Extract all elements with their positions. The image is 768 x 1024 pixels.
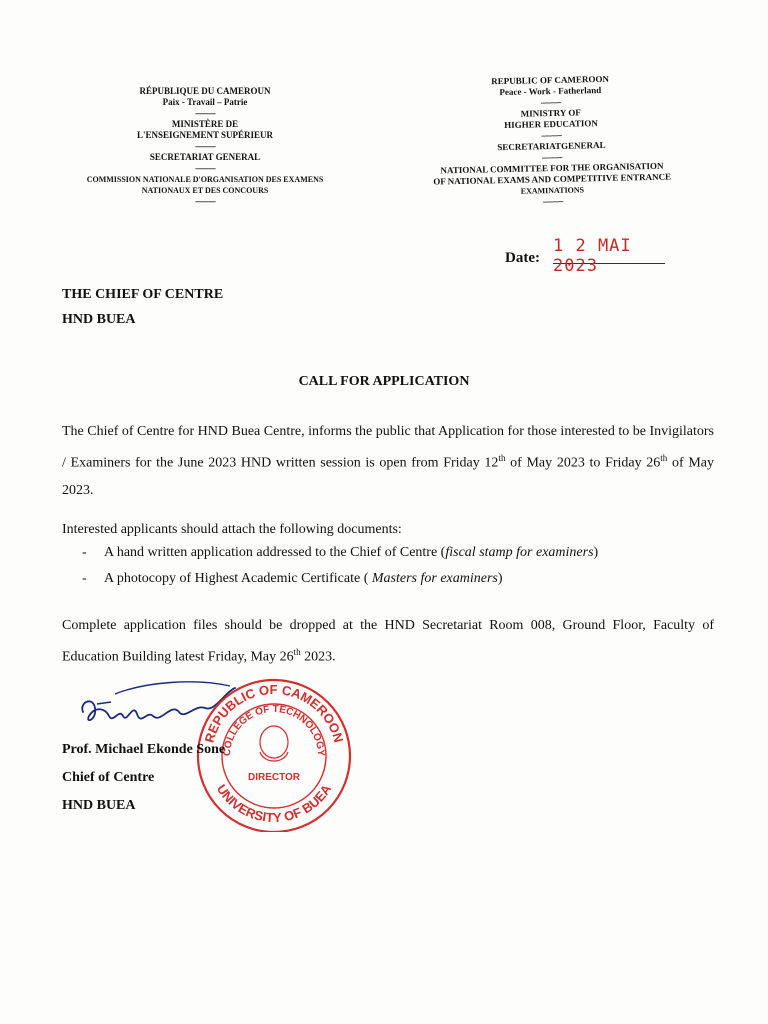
para1-text-b: of May 2023 to Friday 26 (505, 455, 661, 471)
motto-fr: Paix - Travail – Patrie (162, 97, 248, 107)
bullet-end: ) (497, 571, 503, 586)
separator: ---------- (541, 129, 562, 141)
para3-text-a: Complete application files should be dropped at the HND Secretariat Room 008, Ground Floor, Faculty of Education Building latest Friday, May 26 (62, 618, 714, 665)
addressee (62, 282, 223, 332)
stamp-outer-textpath: REPUBLIC OF CAMEROON (201, 682, 347, 745)
republic-fr: RÉPUBLIQUE DU CAMEROUN (139, 86, 271, 96)
header-right-english (410, 72, 693, 210)
ministry-en-1: MINISTRY OF (520, 107, 581, 119)
ministry-en-2: HIGHER EDUCATION (504, 118, 598, 131)
separator: ---------- (542, 195, 563, 207)
bullet-dash: - (82, 545, 87, 560)
list-item (82, 540, 598, 566)
committee-en-1: NATIONAL COMMITTEE FOR THE ORGANISATION (440, 160, 664, 176)
commission-fr-2: NATIONAUX ET DES CONCOURS (141, 186, 269, 195)
separator: ---------- (195, 163, 215, 173)
date-block (505, 236, 675, 276)
motto-en: Peace - Work - Fatherland (499, 84, 602, 98)
stamp-bottom-textpath: UNIVERSITY OF BUEA (213, 781, 335, 826)
stamp-inner-textpath: COLLEGE OF TECHNOLOGY (221, 703, 327, 757)
addressee-line1: THE CHIEF OF CENTRE (62, 287, 224, 302)
para3-sup: th (293, 647, 301, 657)
signatory-block (62, 736, 225, 820)
separator: ---------- (540, 96, 561, 108)
separator: ---------- (195, 196, 215, 206)
para1-sup-a: th (498, 453, 506, 463)
commission-fr-1: COMMISSION NATIONALE D'ORGANISATION DES EXAMENS (86, 175, 324, 184)
paragraph-documents-intro: Interested applicants should attach the following documents: (62, 522, 402, 537)
bullet-text: A hand written application addressed to the Chief of Centre ( (104, 545, 446, 560)
stamp-inner-text (222, 704, 326, 757)
para3-text-b: 2023. (300, 649, 336, 665)
separator: ---------- (541, 151, 562, 163)
para1-sup-b: th (660, 453, 668, 463)
stamp-center-text: DIRECTOR (247, 772, 301, 783)
para1-text-a: The Chief of Centre for HND Buea Centre, informs the public that Application for those interested to be Invigilators / Examiners for the June 2023 HND written session is open from Friday 12 (62, 424, 714, 471)
addressee-line2: HND BUEA (62, 312, 136, 327)
list-item (82, 566, 598, 592)
bullet-dash: - (82, 571, 87, 586)
republic-en: REPUBLIC OF CAMEROON (491, 73, 609, 87)
document-title: CALL FOR APPLICATION (298, 374, 470, 389)
committee-en-2: OF NATIONAL EXAMS AND COMPETITIVE ENTRANCE (433, 171, 672, 187)
secretariat-fr: SECRETARIAT GENERAL (149, 152, 261, 162)
header-left-french (80, 86, 330, 207)
date-label: Date: (505, 250, 540, 266)
secretariat-en: SECRETARIATGENERAL (497, 139, 606, 153)
para1-text-c: of May 2023. (62, 455, 714, 498)
date-stamp: 1 2 MAI 2023 (553, 236, 665, 264)
paragraph-announcement (62, 418, 714, 504)
separator: ---------- (195, 141, 215, 151)
signatory-role: Chief of Centre (62, 770, 155, 785)
bullet-italic: Masters for examiners (371, 571, 498, 586)
bullet-end: ) (593, 545, 599, 560)
ministry-fr-2: L'ENSEIGNEMENT SUPÉRIEUR (136, 130, 274, 140)
bullet-text: A photocopy of Highest Academic Certificate ( (104, 571, 372, 586)
bullet-italic: fiscal stamp for examiners (445, 545, 594, 560)
signatory-centre: HND BUEA (62, 798, 136, 813)
paragraph-submission (62, 612, 714, 671)
separator: ---------- (195, 108, 215, 118)
committee-en-3: EXAMINATIONS (520, 185, 585, 196)
documents-list (82, 540, 598, 592)
ministry-fr-1: MINISTÈRE DE (171, 119, 239, 129)
signatory-name: Prof. Michael Ekonde Sone (62, 742, 226, 757)
